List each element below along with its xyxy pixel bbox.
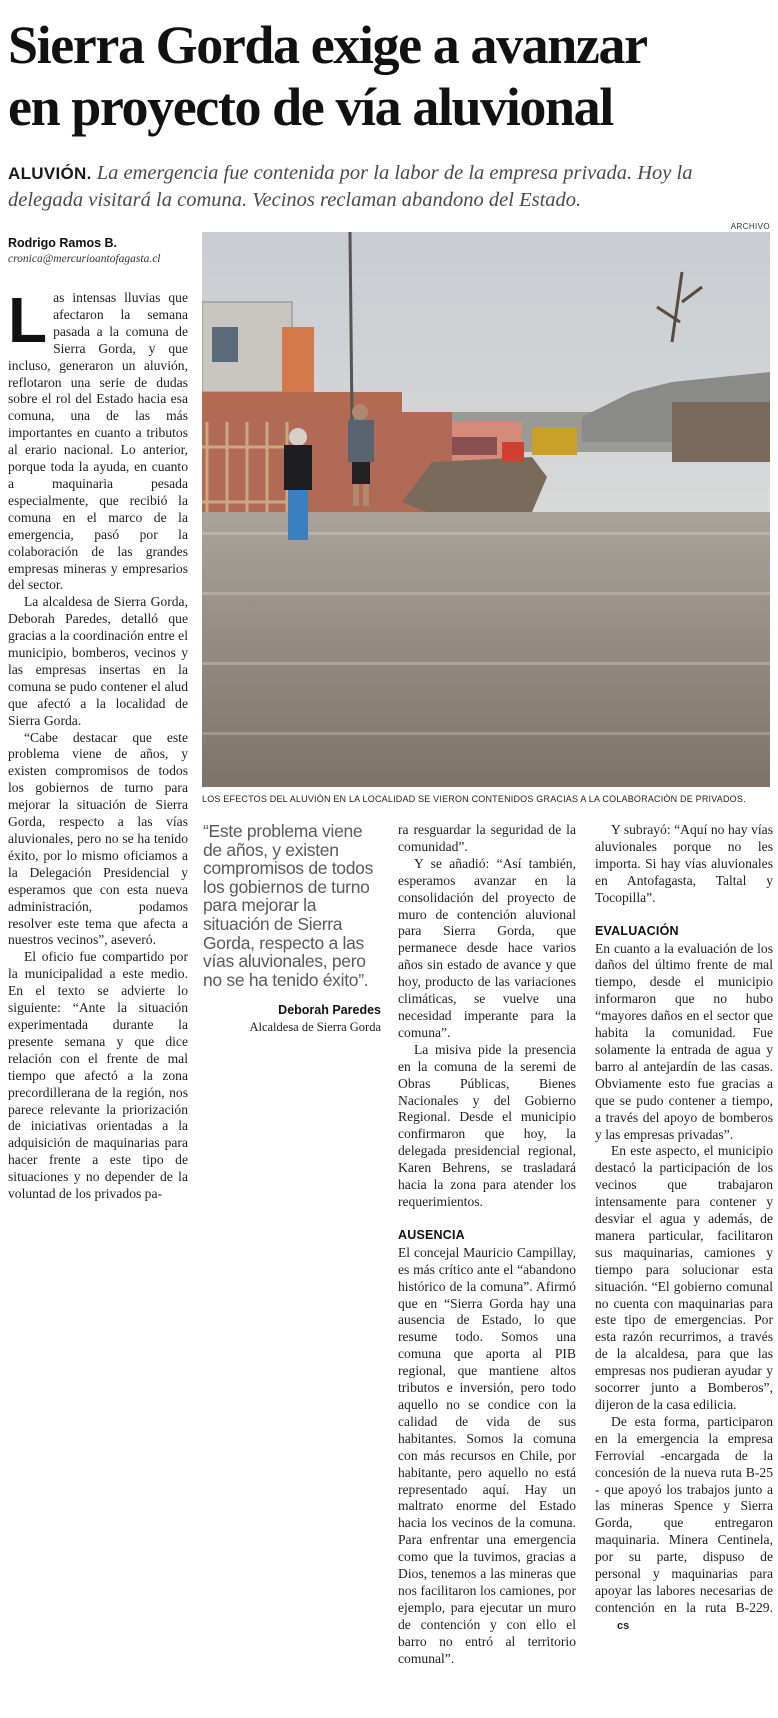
drop-cap: L bbox=[8, 284, 48, 356]
deck-kicker: ALUVIÓN. bbox=[8, 164, 92, 183]
ripple-2 bbox=[202, 592, 770, 595]
paragraph: El oficio fue compartido por la municipalidad a este medio. En el texto se advierte lo siguiente: “Ante la situación experimentada durante la presente semana y que dice relación con el frente de mal tiempo que afectó a la zona precordillerana de la región, nos parece relevante la priorización de iniciativas orientadas a la adquisición de maquinarias para hacer frente a este tipo de situaciones y no depender de la voluntad de los privados pa- bbox=[8, 949, 188, 1202]
house-window bbox=[212, 327, 238, 362]
far-house bbox=[672, 402, 770, 462]
byline-email: cronica@mercurioantofagasta.cl bbox=[8, 253, 161, 265]
subhead-ausencia: AUSENCIA bbox=[398, 1227, 465, 1242]
paragraph: En este aspecto, el municipio destacó la participación de los vecinos que trabajaron intensamente para contener y desviar el agua y además, de manera particular, facilitaron sus maquinarias, camiones y tiempo para solucionar esta situación. “El gobierno comunal no cuenta con maquinarias para este tipo de emergencias. Por esta razón recurrimos, a través de la alcaldesa, para que las empresas nos pudieran ayudar y socorrer junto a Bomberos”, dijeron de la casa edilicia. bbox=[595, 1143, 773, 1412]
article-column-2 bbox=[398, 822, 576, 1668]
paragraph: ra resguardar la seguridad de la comunidad”. bbox=[398, 822, 576, 854]
ripple-1 bbox=[202, 532, 770, 535]
paragraph: El concejal Mauricio Campillay, es más crítico ante el “abandono histórico de la comuna”. Afirmó que en “Sierra Gorda hay una ausencia de Estado, lo que resume todo. Somos una comuna que aporta al PIB regional, que mantiene altos tributos e inversión, pero todo aquello no se condice con la calidad de vida de sus habitantes. Somos la comuna con más recursos en Chile, por habitante, pero aquello no está representado aquí. Hay un maltrato enorme del Estado hacia los vecinos de la comuna. Para enfrentar una emergencia como que la tuvimos, gracias a Dios, tenemos a las mineras que nos facilitaron los camiones, por ejemplo, para ejecutar un muro de contención y con ello el barro no entró al territorio comunal”. bbox=[398, 1244, 576, 1666]
ripple-3 bbox=[202, 662, 770, 665]
photo-credit: ARCHIVO bbox=[730, 222, 770, 231]
pull-quote-role: Alcaldesa de Sierra Gorda bbox=[249, 1020, 381, 1035]
ripple-4 bbox=[202, 732, 770, 735]
byline bbox=[8, 236, 198, 265]
paragraph: Y subrayó: “Aquí no hay vías aluvionales porque no les importa. Si hay vías aluvionales en Antofagasta, Taltal y Tocopilla”. bbox=[595, 822, 773, 905]
photo-caption: LOS EFECTOS DEL ALUVIÓN EN LA LOCALIDAD SE VIERON CONTENIDOS GRACIAS A LA COLABORACIÓN DE PRIVADOS. bbox=[202, 794, 746, 804]
pull-quote-text: “Este problema viene de años, y existen compromisos de todos los gobiernos de turno para mejorar la situación de Sierra Gorda, respecto a las vías aluvionales, pero no se ha tenido éxito”. bbox=[203, 821, 374, 990]
parked-car bbox=[452, 437, 497, 455]
headline-line-2: en proyecto de vía aluvional bbox=[8, 77, 613, 137]
paragraph: En cuanto a la evaluación de los daños del último frente de mal tiempo, desde el municipio informaron que no hubo “mayores daños en el sector que habita la comunidad. Fue solamente la entrada de agua y barro al antejardín de las casas. Obviamente esto fue gracias a que se pudo contener a tiempo, a través del apoyo de bomberos y las empresas privadas”. bbox=[595, 940, 773, 1142]
paragraph: La alcaldesa de Sierra Gorda, Deborah Paredes, detalló que gracias a la coordinación entre el municipio, bomberos, vecinos y las empresas insertas en la comuna se pudo contener el alud que afectó a la localidad de Sierra Gorda. bbox=[8, 594, 188, 728]
end-mark: cs bbox=[617, 1619, 630, 1632]
headline-line-1: Sierra Gorda exige a avanzar bbox=[8, 15, 647, 75]
paragraph-text: as intensas lluvias que afectaron la semana pasada a la comuna de Sierra Gorda, y que incluso, generaron un aluvión, reflotaron una serie de dudas sobre el rol del Estado hacia esa comuna, una de las más importantes en cuanto a tributos al erario nacional. Lo anterior, porque toda la ayuda, en cuanto a maquinaria pesada especialmente, que recibió la comuna en el marco de la emergencia, pasó por la colaboración de las grandes empresas mineras y empresarios del sector. bbox=[8, 290, 188, 593]
byline-author: Rodrigo Ramos B. bbox=[8, 236, 118, 250]
deck bbox=[8, 160, 770, 213]
loader-machine bbox=[532, 427, 577, 455]
paragraph: “Cabe destacar que este problema viene de años, y existen compromisos de todos los gobiernos de turno para mejorar la situación de Sierra Gorda, respecto a las vías aluvionales, pero no se ha tenido éxito, por lo mismo oficiamos a la Delegación Presidencial y esperamos que con esta nueva administración, podamos resolver este tema que afecta a nuestros vecinos”, aseveró. bbox=[8, 729, 188, 948]
article-column-1 bbox=[8, 284, 188, 1203]
red-barrel bbox=[502, 442, 524, 462]
flood-photo bbox=[202, 232, 770, 787]
paragraph bbox=[595, 1414, 773, 1635]
paragraph: La misiva pide la presencia en la comuna de la seremi de Obras Públicas, Bienes Nacionales y del Gobierno Regional. Desde el municipio confirmaron que hoy, la delegada presidencial regional, Karen Behrens, se trasladará hacia la zona para atender los requerimientos. bbox=[398, 1041, 576, 1209]
utility-pole bbox=[350, 232, 352, 422]
flood-photo-illustration bbox=[202, 232, 770, 787]
pull-quote-author: Deborah Paredes bbox=[278, 1003, 381, 1018]
house-orange-wall bbox=[282, 327, 314, 397]
flood-water bbox=[202, 512, 770, 787]
paragraph: Y se añadió: “Así también, esperamos avanzar en la consolidación del proyecto de muro de contención aluvional para Sierra Gorda, que permanece desde hace varios años sin estado de avance y que hoy, producto de las variaciones climáticas, se vuelve una necesidad imperante para la comuna”. bbox=[398, 855, 576, 1040]
paragraph bbox=[8, 284, 188, 594]
paragraph-text: De esta forma, participaron en la emergencia la empresa Ferrovial -encargada de la concesión de la nueva ruta B-25 - que apoyó los trabajos junto a las mineras Spence y Sierra Gorda, que entregaron maquinaria. Minera Centinela, por su parte, dispuso de personal y maquinarias para apoyar las labores necesarias de contención en la ruta B-229. bbox=[595, 1413, 773, 1615]
deck-text: La emergencia fue contenida por la labor de la empresa privada. Hoy la delegada visitará la comuna. Vecinos reclaman abandono del Estado. bbox=[8, 162, 693, 211]
headline bbox=[8, 14, 770, 138]
pull-quote bbox=[203, 822, 381, 1035]
article-column-3 bbox=[595, 822, 773, 1635]
subhead-evaluacion: EVALUACIÓN bbox=[595, 923, 679, 938]
